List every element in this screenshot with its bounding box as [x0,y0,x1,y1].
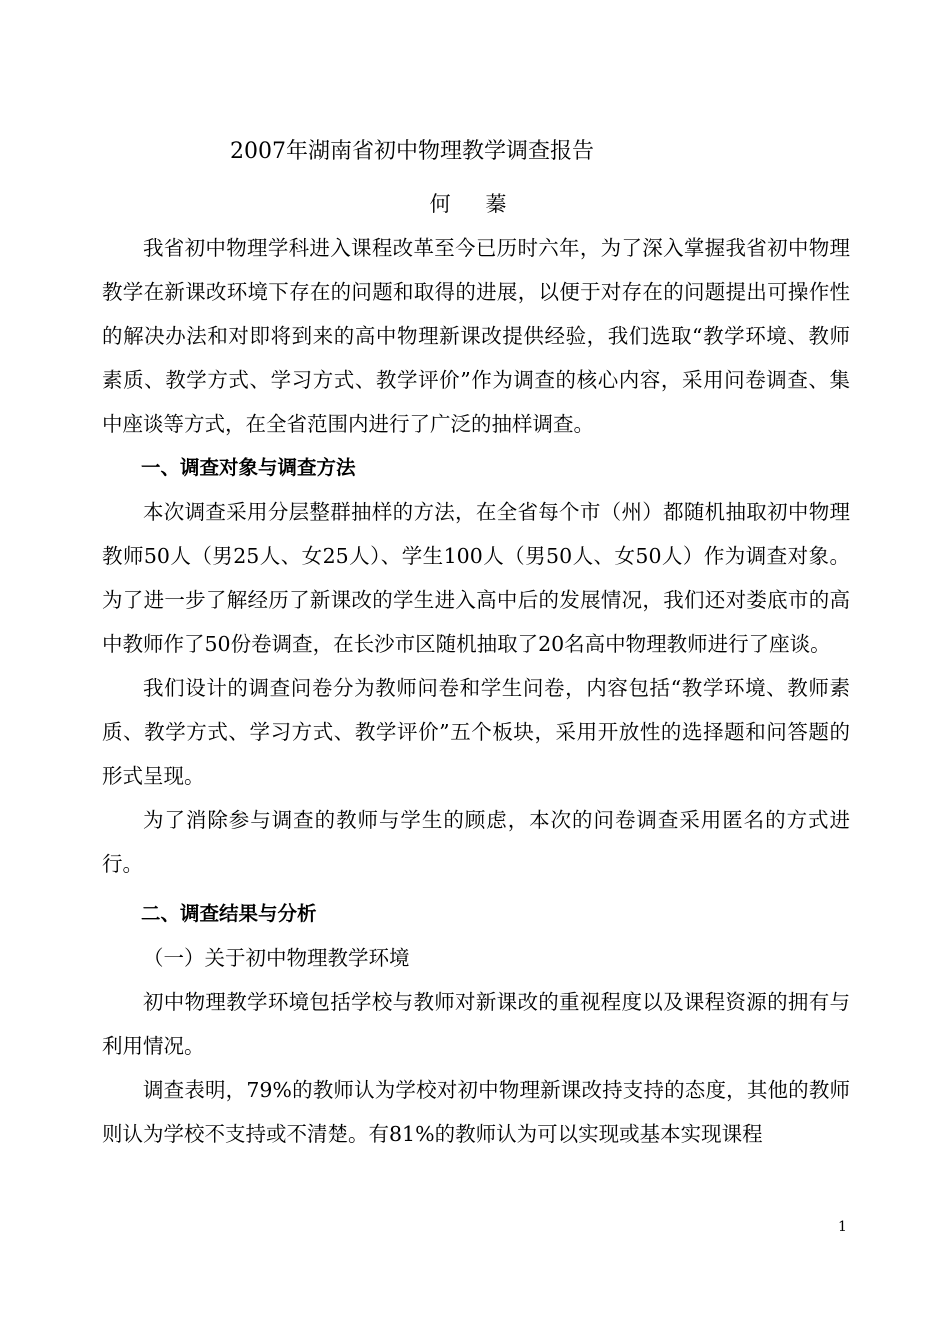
section-2-heading: 二、调查结果与分析 [141,902,317,925]
document-author: 何 蓁 [429,192,521,216]
subsection-1-paragraph-1: 初中物理教学环境包括学校与教师对新课改的重视程度以及课程资源的拥有与利用情况。 [102,990,850,1058]
section-1-paragraph-1: 本次调查采用分层整群抽样的方法，在全省每个市（州）都随机抽取初中物理教师50人（男25人、女25人）、学生100人（男50人、女50人）作为调查对象。为了进一步了解经历了新课改的学生进入高中后的发展情况，我们还对娄底市的高中教师作了50份卷调查，在长沙市区随机抽取了20名高中物理教师进行了座谈。 [102,500,850,656]
page-number: 1 [838,1219,847,1235]
subsection-1-paragraph-2: 调查表明，79%的教师认为学校对初中物理新课改持支持的态度，其他的教师则认为学校不支持或不清楚。有81%的教师认为可以实现或基本实现课程 [102,1078,850,1146]
subsection-1-heading: （一）关于初中物理教学环境 [143,946,410,970]
section-1-paragraph-2: 我们设计的调查问卷分为教师问卷和学生问卷，内容包括“教学环境、教师素质、教学方式、学习方式、教学评价”五个板块，采用开放性的选择题和问答题的形式呈现。 [102,676,850,788]
document-title: 2007年湖南省初中物理教学调查报告 [230,139,594,164]
section-1-heading: 一、调查对象与调查方法 [141,456,356,479]
document-body [102,226,850,1156]
intro-paragraph: 我省初中物理学科进入课程改革至今已历时六年，为了深入掌握我省初中物理教学在新课改环境下存在的问题和取得的进展，以便于对存在的问题提出可操作性的解决办法和对即将到来的高中物理新课改提供经验，我们选取“教学环境、教师素质、教学方式、学习方式、教学评价”作为调查的核心内容，采用问卷调查、集中座谈等方式，在全省范围内进行了广泛的抽样调查。 [102,236,850,436]
section-1-paragraph-3: 为了消除参与调查的教师与学生的顾虑，本次的问卷调查采用匿名的方式进行。 [102,808,850,876]
